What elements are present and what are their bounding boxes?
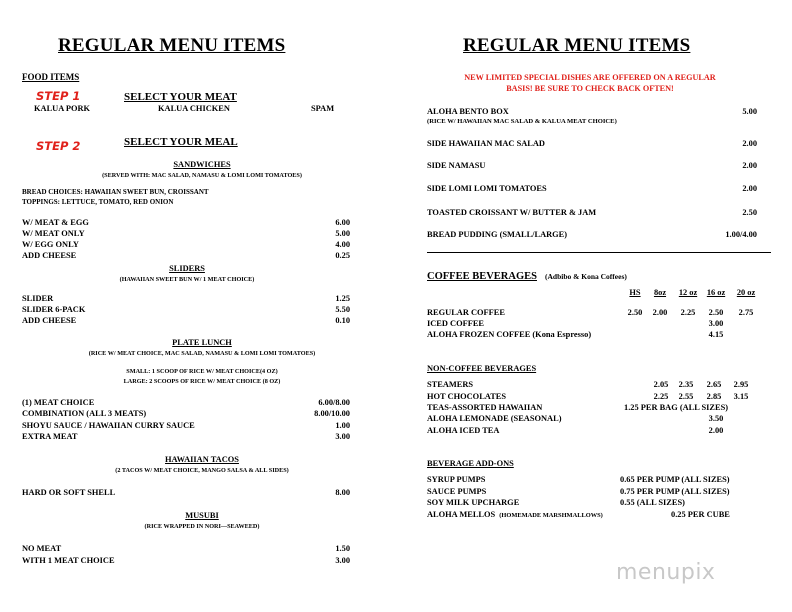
menu-item-name: W/ MEAT ONLY [22, 229, 85, 238]
menu-item-note: (HOMEMADE MARSHMALLOWS) [499, 512, 603, 519]
size-header: HS [629, 288, 641, 297]
menu-item-price: 5.00 [742, 107, 757, 116]
special-notice-line2: BASIS! BE SURE TO CHECK BACK OFTEN! [506, 84, 674, 93]
coffee-heading: COFFEE BEVERAGES [427, 271, 537, 282]
menu-item-name: SIDE HAWAIIAN MAC SALAD [427, 139, 545, 148]
price-cell: 3.15 [733, 392, 749, 401]
coffee-section-header [427, 266, 627, 284]
menu-item-price: 0.75 PER PUMP (ALL SIZES) [620, 487, 730, 496]
menu-item-price: 0.10 [335, 316, 350, 325]
menupix-watermark: menupix [616, 560, 716, 585]
menu-item-name: EXTRA MEAT [22, 432, 78, 441]
size-header: 8oz [653, 288, 667, 297]
size-header: 12 oz [678, 288, 698, 297]
menu-item-name: ICED COFFEE [427, 319, 485, 328]
menu-item-price: 0.55 (ALL SIZES) [620, 498, 685, 507]
sliders-subtitle: (HAWAIIAN SWEET BUN W/ 1 MEAT CHOICE) [119, 276, 255, 283]
menu-item-price: 0.25 PER CUBE [671, 510, 730, 519]
menu-item-name: SIDE NAMASU [427, 161, 486, 170]
menu-item-price: 4.00 [335, 240, 350, 249]
menu-item-price: 1.00/4.00 [725, 230, 757, 239]
price-cell: 2.25 [680, 308, 696, 317]
menu-item-name: WITH 1 MEAT CHOICE [22, 556, 115, 565]
price-cell: 4.15 [708, 330, 724, 339]
price-cell: 2.50 [627, 308, 643, 317]
musubi-subtitle: (RICE WRAPPED IN NORI—SEAWEED) [144, 523, 260, 530]
menu-item-name: TOASTED CROISSANT W/ BUTTER & JAM [427, 208, 597, 217]
sandwiches-heading: SANDWICHES [173, 160, 231, 169]
menu-item-name: SAUCE PUMPS [427, 487, 487, 496]
menu-item-price: 1.25 [335, 294, 350, 303]
menu-item-name: SHOYU SAUCE / HAWAIIAN CURRY SAUCE [22, 421, 195, 430]
price-cell: 3.00 [708, 319, 724, 328]
plate-lunch-large: LARGE: 2 SCOOPS OF RICE W/ MEAT CHOICE (8 OZ) [123, 378, 281, 385]
menu-item-price: 5.00 [335, 229, 350, 238]
plate-lunch-heading: PLATE LUNCH [172, 338, 232, 347]
menu-item-price: 3.50 [708, 414, 724, 423]
menu-item-name: REGULAR COFFEE [427, 308, 505, 317]
menu-item-name: SLIDER 6-PACK [22, 305, 86, 314]
menu-item-price: 6.00 [335, 218, 350, 227]
menu-item-note: (RICE W/ HAWAIIAN MAC SALAD & KALUA MEAT CHOICE) [427, 118, 617, 125]
special-notice [410, 72, 770, 94]
sandwiches-subtitle: (SERVED WITH: MAC SALAD, NAMASU & LOMI LOMI TOMATOES) [102, 172, 302, 179]
left-title: REGULAR MENU ITEMS [58, 35, 286, 56]
menu-item-name: SLIDER [22, 294, 54, 303]
menu-item-price: 2.00 [742, 184, 757, 193]
meat-option: KALUA CHICKEN [158, 104, 230, 113]
musubi-heading: MUSUBI [185, 511, 219, 520]
menu-item-name: BREAD PUDDING (SMALL/LARGE) [427, 230, 568, 239]
menu-item-price: 1.50 [335, 544, 350, 553]
coffee-subtitle: (Adbibo & Kona Coffees) [544, 272, 627, 281]
menu-item-name: SYRUP PUMPS [427, 475, 486, 484]
menu-item-price: 2.50 [742, 208, 757, 217]
toppings: TOPPINGS: LETTUCE, TOMATO, RED ONION [22, 198, 174, 206]
price-cell: 2.95 [733, 380, 749, 389]
menu-item-name: STEAMERS [427, 380, 474, 389]
right-title: REGULAR MENU ITEMS [463, 35, 691, 56]
sliders-heading: SLIDERS [169, 264, 205, 273]
menu-item-name: ALOHA ICED TEA [427, 426, 500, 435]
menu-item-price: 3.00 [335, 556, 350, 565]
price-cell: 2.35 [678, 380, 694, 389]
noncoffee-heading: NON-COFFEE BEVERAGES [427, 364, 537, 373]
menu-item-price: 1.00 [335, 421, 350, 430]
price-cell: 2.65 [706, 380, 722, 389]
meat-option: KALUA PORK [34, 104, 91, 113]
menu-item-name: SIDE LOMI LOMI TOMATOES [427, 184, 547, 193]
plate-lunch-small: SMALL: 1 SCOOP OF RICE W/ MEAT CHOICE(4 OZ) [126, 368, 278, 375]
menu-item-name: ALOHA LEMONADE (SEASONAL) [427, 414, 562, 423]
step1-label: STEP 1 [36, 89, 81, 103]
menu-item-name: ALOHA FROZEN COFFEE (Kona Espresso) [427, 330, 592, 339]
menu-item-price: 3.00 [335, 432, 350, 441]
bread-choices: BREAD CHOICES: HAWAIIAN SWEET BUN, CROISSANT [22, 188, 209, 196]
meat-option: SPAM [311, 104, 335, 113]
menu-item-price: 8.00/10.00 [314, 409, 350, 418]
tacos-subtitle: (2 TACOS W/ MEAT CHOICE, MANGO SALSA & ALL SIDES) [115, 467, 289, 474]
addons-heading: BEVERAGE ADD-ONS [427, 459, 514, 468]
menu-item-name: TEAS-ASSORTED HAWAIIAN [427, 403, 543, 412]
size-header: 20 oz [736, 288, 756, 297]
menu-item-name: ALOHA BENTO BOX [427, 107, 509, 116]
step2-label: STEP 2 [36, 139, 81, 153]
mellos-row [427, 510, 603, 519]
menu-item-name: W/ EGG ONLY [22, 240, 79, 249]
menu-item-price: 6.00/8.00 [318, 398, 350, 407]
price-cell: 2.00 [652, 308, 668, 317]
menu-item-price: 0.25 [335, 251, 350, 260]
menu-item-name: HOT CHOCOLATES [427, 392, 507, 401]
menu-item-price: 2.00 [708, 426, 724, 435]
tacos-heading: HAWAIIAN TACOS [165, 455, 239, 464]
size-header: 16 oz [706, 288, 726, 297]
divider [427, 252, 771, 253]
menu-item-name: NO MEAT [22, 544, 62, 553]
menu-item-name: W/ MEAT & EGG [22, 218, 89, 227]
menu-item-price: 2.00 [742, 161, 757, 170]
menu-item-price: 5.50 [335, 305, 350, 314]
menu-item-price: 2.00 [742, 139, 757, 148]
price-cell: 2.50 [708, 308, 724, 317]
price-cell: 2.75 [738, 308, 754, 317]
menu-item-name: ADD CHEESE [22, 251, 77, 260]
menu-item-name: SOY MILK UPCHARGE [427, 498, 520, 507]
menu-item-name: (1) MEAT CHOICE [22, 398, 95, 407]
menu-item-name: ALOHA MELLOS [427, 510, 496, 519]
menu-item-price: 8.00 [335, 488, 350, 497]
menu-item-price: 1.25 PER BAG (ALL SIZES) [624, 403, 729, 412]
price-cell: 2.05 [653, 380, 669, 389]
menu-item-name: ADD CHEESE [22, 316, 77, 325]
price-cell: 2.25 [653, 392, 669, 401]
menu-item-name: COMBINATION (ALL 3 MEATS) [22, 409, 147, 418]
food-items-heading: FOOD ITEMS [22, 72, 80, 82]
select-meat-heading: SELECT YOUR MEAT [124, 91, 237, 103]
plate-lunch-subtitle: (RICE W/ MEAT CHOICE, MAC SALAD, NAMASU & LOMI LOMI TOMATOES) [88, 350, 316, 357]
special-notice-line1: NEW LIMITED SPECIAL DISHES ARE OFFERED ON A REGULAR [464, 73, 716, 82]
price-cell: 2.55 [678, 392, 694, 401]
select-meal-heading: SELECT YOUR MEAL [124, 136, 238, 148]
menu-item-name: HARD OR SOFT SHELL [22, 488, 116, 497]
menu-item-price: 0.65 PER PUMP (ALL SIZES) [620, 475, 730, 484]
price-cell: 2.85 [706, 392, 722, 401]
